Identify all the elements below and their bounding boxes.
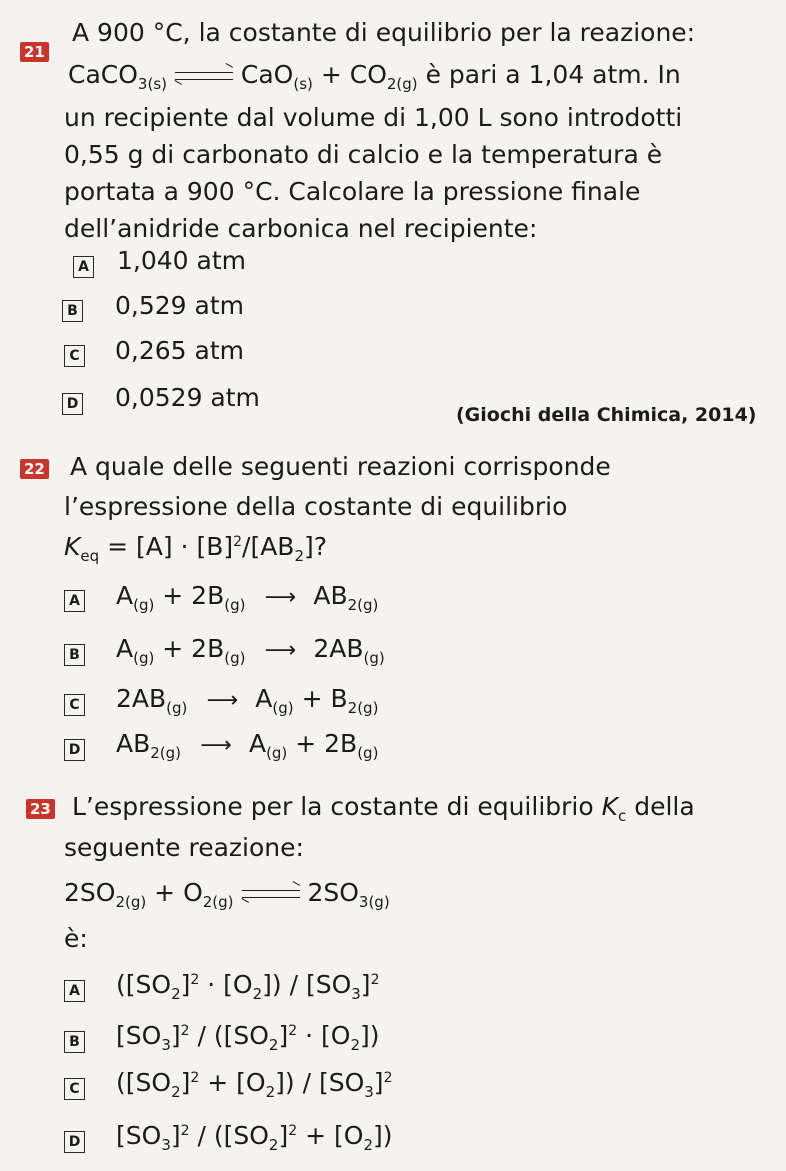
question-23-line-1: L’espressione per la costante di equilibrio $K_c$ della: [72, 792, 695, 825]
question-23-equation: $2SO_{2(g)} + O_{2(g)}$ $2SO_{3(g)}$: [64, 878, 390, 911]
question-22-line-1: A quale delle seguenti reazioni corrisponde: [70, 452, 611, 481]
arrow-icon: ⟶: [264, 638, 295, 663]
option-letter-c[interactable]: C: [64, 345, 85, 367]
arrow-icon: ⟶: [206, 688, 237, 713]
option-letter-d[interactable]: D: [64, 1131, 85, 1153]
option-b-expression: $[SO_3]^2 / ([SO_2]^2 \cdot [O_2])$: [116, 1021, 380, 1054]
option-b-text: 0,529 atm: [115, 291, 244, 320]
question-21-line-4: 0,55 g di carbonato di calcio e la temperatura è: [64, 140, 663, 169]
option-a-text: 1,040 atm: [117, 246, 246, 275]
option-b-reaction: $A_{(g)} + 2B_{(g)}$ ⟶ $2AB_{(g)}$: [116, 634, 385, 667]
option-letter-d[interactable]: D: [64, 739, 85, 761]
question-number-badge: 21: [20, 42, 49, 62]
question-number-badge: 23: [26, 799, 55, 819]
option-a-reaction: $A_{(g)} + 2B_{(g)}$ ⟶ $AB_{2(g)}$: [116, 581, 379, 614]
option-c-reaction: $2AB_{(g)}$ ⟶ $A_{(g)} + B_{2(g)}$: [116, 684, 379, 717]
question-21-line-3: un recipiente dal volume di 1,00 L sono introdotti: [64, 103, 683, 132]
option-letter-d[interactable]: D: [62, 393, 83, 415]
option-letter-b[interactable]: B: [64, 644, 85, 666]
arrow-icon: ⟶: [264, 585, 295, 610]
keq-expression: $K_{eq} = [A] \cdot [B]^2/[AB_2]$?: [64, 532, 328, 565]
option-letter-c[interactable]: C: [64, 1078, 85, 1100]
question-21-equation: CaCO$_{3(s)}$ $CaO_{(s)} + CO_{2(g)}$ è pari a 1,04 atm. In: [68, 60, 681, 93]
option-letter-b[interactable]: B: [64, 1031, 85, 1053]
source-citation: (Giochi della Chimica, 2014): [456, 404, 757, 426]
option-letter-a[interactable]: A: [64, 590, 85, 612]
equation-tail-text: è pari a 1,04 atm. In: [425, 60, 681, 89]
arrow-icon: ⟶: [200, 733, 230, 758]
question-21-line-1: A 900 °C, la costante di equilibrio per la reazione:: [72, 18, 696, 47]
option-letter-b[interactable]: B: [62, 300, 83, 322]
question-22-line-2: l’espressione della costante di equilibrio: [64, 492, 568, 521]
option-d-text: 0,0529 atm: [115, 383, 260, 412]
question-21-line-6: dell’anidride carbonica nel recipiente:: [64, 214, 538, 243]
product-cao: CaO: [240, 60, 294, 89]
option-c-expression: $([SO_2]^2 + [O_2]) / [SO_3]^2$: [116, 1068, 393, 1101]
option-letter-a[interactable]: A: [73, 256, 94, 278]
option-a-expression: $([SO_2]^2 \cdot [O_2]) / [SO_3]^2$: [116, 970, 380, 1003]
option-letter-a[interactable]: A: [64, 980, 85, 1002]
product-co2: + CO: [320, 60, 387, 89]
question-21-line-5: portata a 900 °C. Calcolare la pressione finale: [64, 177, 641, 206]
equilibrium-arrow-icon: [242, 887, 300, 901]
option-c-text: 0,265 atm: [115, 336, 244, 365]
question-23-line-4: è:: [64, 924, 88, 953]
option-d-reaction: $AB_{2(g)}$ ⟶ $A_{(g)} + 2B_{(g)}$: [116, 729, 379, 762]
question-number-badge: 22: [20, 459, 49, 479]
option-letter-c[interactable]: C: [64, 694, 85, 716]
option-d-expression: $[SO_3]^2 / ([SO_2]^2 + [O_2])$: [116, 1121, 393, 1154]
question-23-line-2: seguente reazione:: [64, 833, 304, 862]
reactant-caco3: CaCO: [68, 60, 138, 89]
equilibrium-arrow-icon: [175, 69, 233, 83]
